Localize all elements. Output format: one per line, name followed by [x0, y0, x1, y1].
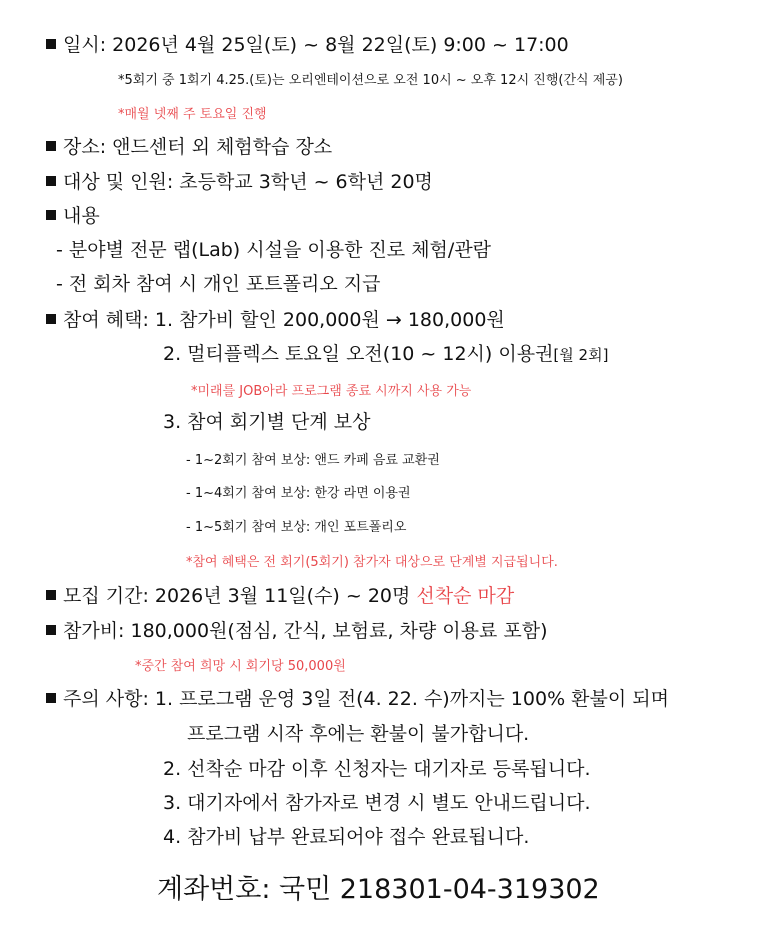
notice-item: 4. 참가비 납부 완료되어야 접수 완료됩니다.: [163, 826, 530, 848]
benefit-item-2-frequency: [월 2회]: [553, 346, 609, 364]
notice-text: 주의 사항: 1. 프로그램 운영 3일 전(4. 22. 수)까지는 100% 환불이 되며: [63, 688, 669, 710]
reward-item: - 1~2회기 참여 보상: 앤드 카페 음료 교환권: [186, 453, 440, 468]
reward-item: - 1~5회기 참여 보상: 개인 포트폴리오: [186, 520, 407, 535]
schedule-note-monthly: *매월 넷째 주 토요일 진행: [118, 107, 267, 122]
schedule-note-orientation: *5회기 중 1회기 4.25.(토)는 오리엔테이션으로 오전 10시 ~ 오후 12시 진행(간식 제공): [118, 73, 623, 88]
square-bullet-icon: [46, 693, 56, 703]
benefits-note: *참여 혜택은 전 회기(5회기) 참가자 대상으로 단계별 지급됩니다.: [186, 555, 558, 570]
content-row: [46, 207, 100, 226]
square-bullet-icon: [46, 210, 56, 220]
benefit-item-2: [163, 345, 608, 364]
benefits-text: 참여 혜택: 1. 참가비 할인 200,000원 → 180,000원: [63, 309, 505, 331]
square-bullet-icon: [46, 625, 56, 635]
benefit-item-2-note: *미래를 JOB아라 프로그램 종료 시까지 사용 가능: [191, 384, 472, 399]
target-text: 대상 및 인원: 초등학교 3학년 ~ 6학년 20명: [63, 171, 433, 193]
square-bullet-icon: [46, 314, 56, 324]
notice-item: 2. 선착순 마감 이후 신청자는 대기자로 등록됩니다.: [163, 758, 591, 780]
square-bullet-icon: [46, 39, 56, 49]
square-bullet-icon: [46, 590, 56, 600]
schedule-row: [46, 36, 569, 55]
recruit-row: [46, 587, 514, 606]
place-row: [46, 138, 332, 157]
schedule-text: 일시: 2026년 4월 25일(토) ~ 8월 22일(토) 9:00 ~ 17:00: [63, 34, 569, 56]
account-number: 계좌번호: 국민 218301-04-319302: [157, 874, 600, 905]
notice-row: [46, 690, 669, 709]
recruit-highlight: 선착순 마감: [416, 585, 515, 607]
content-item: - 전 회차 참여 시 개인 포트폴리오 지급: [56, 273, 381, 295]
content-label: 내용: [63, 205, 100, 227]
notice-item-1-continued: 프로그램 시작 후에는 환불이 불가합니다.: [187, 723, 530, 745]
benefit-item-2-text: 2. 멀티플렉스 토요일 오전(10 ~ 12시) 이용권: [163, 343, 554, 365]
fee-note: *중간 참여 희망 시 회기당 50,000원: [135, 659, 346, 674]
square-bullet-icon: [46, 141, 56, 151]
benefits-row: [46, 311, 505, 330]
benefit-item-3: 3. 참여 회기별 단계 보상: [163, 411, 371, 433]
square-bullet-icon: [46, 176, 56, 186]
target-row: [46, 173, 433, 192]
content-item: - 분야별 전문 랩(Lab) 시설을 이용한 진로 체험/관람: [56, 239, 492, 261]
reward-item: - 1~4회기 참여 보상: 한강 라면 이용권: [186, 486, 411, 501]
recruit-text: 모집 기간: 2026년 3월 11일(수) ~ 20명: [63, 585, 411, 607]
fee-text: 참가비: 180,000원(점심, 간식, 보험료, 차량 이용료 포함): [63, 620, 548, 642]
fee-row: [46, 622, 548, 641]
notice-item: 3. 대기자에서 참가자로 변경 시 별도 안내드립니다.: [163, 792, 591, 814]
place-text: 장소: 앤드센터 외 체험학습 장소: [63, 136, 333, 158]
